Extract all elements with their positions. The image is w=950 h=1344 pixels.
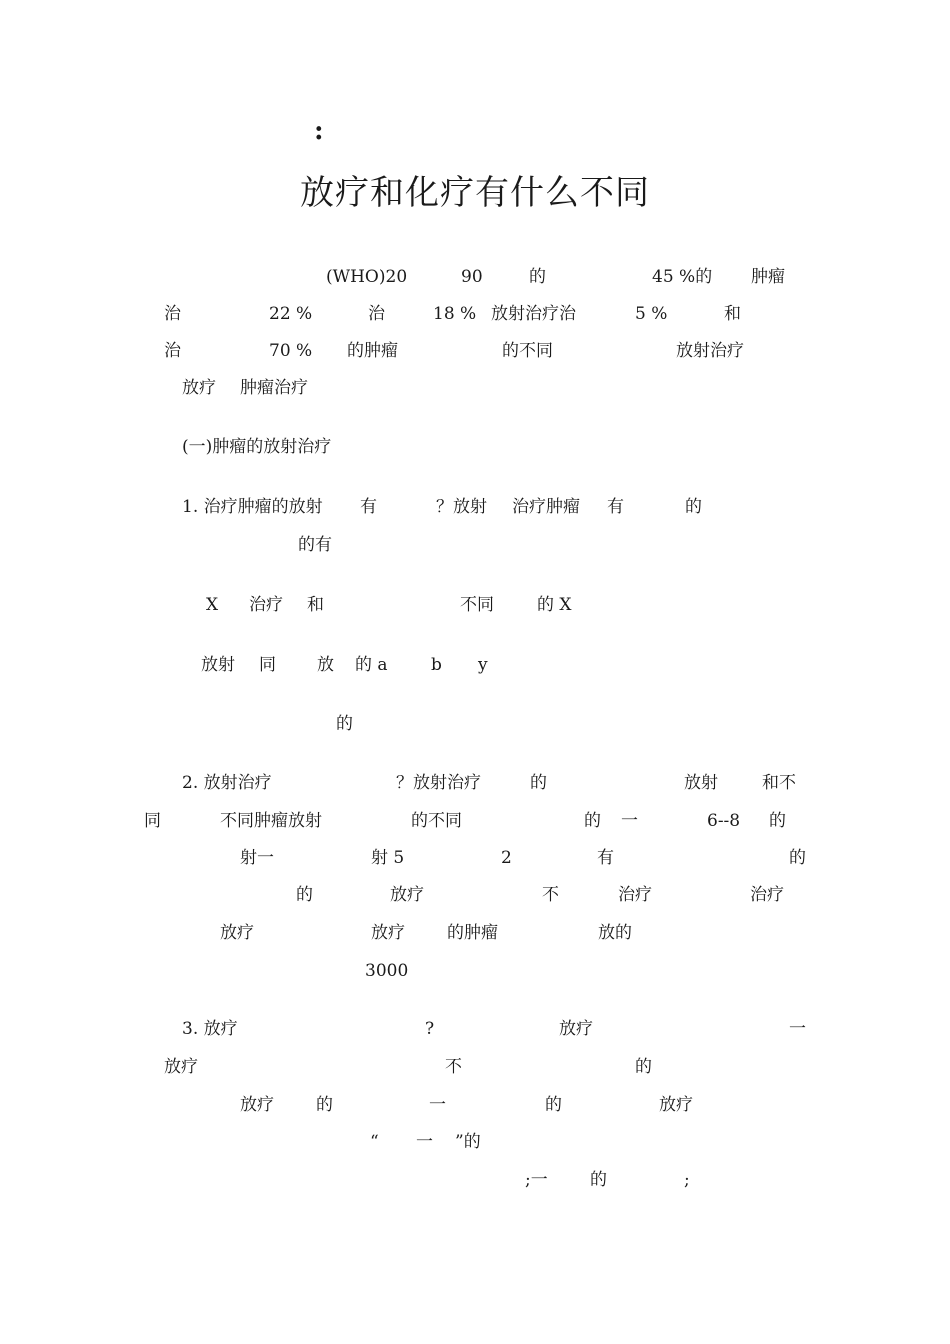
intro-fragment: 放射治疗治	[491, 304, 576, 324]
item3-fragment: 放疗	[559, 1019, 593, 1039]
item3-fragment: 不	[445, 1057, 462, 1077]
item2-fragment: 放疗	[390, 885, 424, 905]
item1-fragment: 治疗	[249, 595, 283, 615]
intro-fragment: (WHO)20	[326, 267, 408, 287]
item1-fragment: 有	[360, 497, 377, 517]
intro-fragment: 和	[724, 304, 741, 324]
item2-fragment: 的	[789, 848, 806, 868]
item2-fragment: 的	[530, 773, 547, 793]
item2-fragment: 放的	[598, 923, 632, 943]
item2-fragment: 6--8	[707, 811, 741, 831]
item2-fragment: 2. 放射治疗	[182, 773, 272, 793]
item2-fragment: 2	[501, 848, 512, 868]
page-title: 放疗和化疗有什么不同	[300, 173, 650, 213]
item1-fragment: 治疗肿瘤	[512, 497, 580, 517]
item2-fragment: 放疗	[371, 923, 405, 943]
item2-fragment: 放射	[684, 773, 718, 793]
item2-fragment: 的	[769, 811, 786, 831]
item3-fragment: 放疗	[164, 1057, 198, 1077]
item2-fragment: 的肿瘤	[447, 923, 498, 943]
item2-fragment: 和不	[762, 773, 796, 793]
item3-fragment: 的	[316, 1095, 333, 1115]
item1-fragment: 放射	[201, 655, 235, 675]
intro-fragment: 治	[164, 304, 181, 324]
intro-fragment: 肿瘤	[751, 267, 785, 287]
item1-fragment: 的有	[298, 535, 332, 555]
item3-fragment: 的	[635, 1057, 652, 1077]
item3-fragment: 放疗	[240, 1095, 274, 1115]
item1-fragment: y	[478, 655, 488, 675]
item3-fragment: 一	[416, 1132, 433, 1152]
section-heading: (一)肿瘤的放射治疗	[182, 437, 332, 457]
item2-fragment: 治疗	[618, 885, 652, 905]
item2-fragment: 治疗	[750, 885, 784, 905]
item1-fragment: 的 X	[537, 595, 572, 615]
item2-fragment: 不	[542, 885, 559, 905]
item1-fragment: 同	[259, 655, 276, 675]
item1-fragment: b	[431, 655, 442, 675]
item2-fragment: 有	[597, 848, 614, 868]
item2-fragment: 放疗	[220, 923, 254, 943]
item1-fragment: 的	[336, 714, 353, 734]
item2-fragment: 射一	[240, 848, 274, 868]
item2-fragment: 的	[584, 811, 601, 831]
item2-fragment: 的不同	[411, 811, 462, 831]
item1-fragment: ？放射	[436, 497, 487, 517]
item1-fragment: 和	[307, 595, 324, 615]
item1-fragment: 有	[607, 497, 624, 517]
intro-fragment: 的不同	[502, 341, 553, 361]
intro-fragment: 90	[461, 267, 483, 287]
item1-fragment: 的 a	[355, 655, 388, 675]
intro-fragment: 的	[529, 267, 546, 287]
intro-fragment: 治	[164, 341, 181, 361]
intro-fragment: 放疗	[182, 378, 216, 398]
item3-fragment: 的	[545, 1095, 562, 1115]
item3-fragment: 一	[789, 1019, 806, 1039]
intro-fragment: 5 %	[635, 304, 668, 324]
item2-fragment: 3000	[365, 961, 409, 981]
item3-fragment: 3. 放疗	[182, 1019, 238, 1039]
intro-fragment: 治	[368, 304, 385, 324]
item3-fragment: “	[370, 1132, 379, 1152]
item1-fragment: 放	[317, 655, 334, 675]
item1-fragment: 1. 治疗肿瘤的放射	[182, 497, 323, 517]
item2-fragment: ？放射治疗	[396, 773, 481, 793]
intro-fragment: 70 %	[269, 341, 313, 361]
intro-fragment: 肿瘤治疗	[240, 378, 308, 398]
item2-fragment: 不同肿瘤放射	[220, 811, 322, 831]
item3-fragment: 一	[429, 1095, 446, 1115]
intro-fragment: 18 %	[433, 304, 477, 324]
item1-fragment: X	[206, 595, 219, 615]
item3-fragment: ?	[425, 1019, 435, 1039]
item2-fragment: 射 5	[371, 848, 405, 868]
item2-fragment: 同	[144, 811, 161, 831]
item3-fragment: 的	[590, 1170, 607, 1190]
item3-fragment: ”的	[455, 1132, 481, 1152]
item2-fragment: 一	[621, 811, 638, 831]
intro-fragment: 放射治疗	[676, 341, 744, 361]
item3-fragment: ;	[684, 1170, 690, 1190]
intro-fragment: 的肿瘤	[347, 341, 398, 361]
item1-fragment: 不同	[460, 595, 494, 615]
header-colon: :	[314, 116, 324, 146]
intro-fragment: 22 %	[269, 304, 313, 324]
item3-fragment: 放疗	[659, 1095, 693, 1115]
item1-fragment: 的	[685, 497, 702, 517]
item2-fragment: 的	[296, 885, 313, 905]
intro-fragment: 45 %的	[652, 267, 713, 287]
item3-fragment: ;一	[525, 1170, 548, 1190]
